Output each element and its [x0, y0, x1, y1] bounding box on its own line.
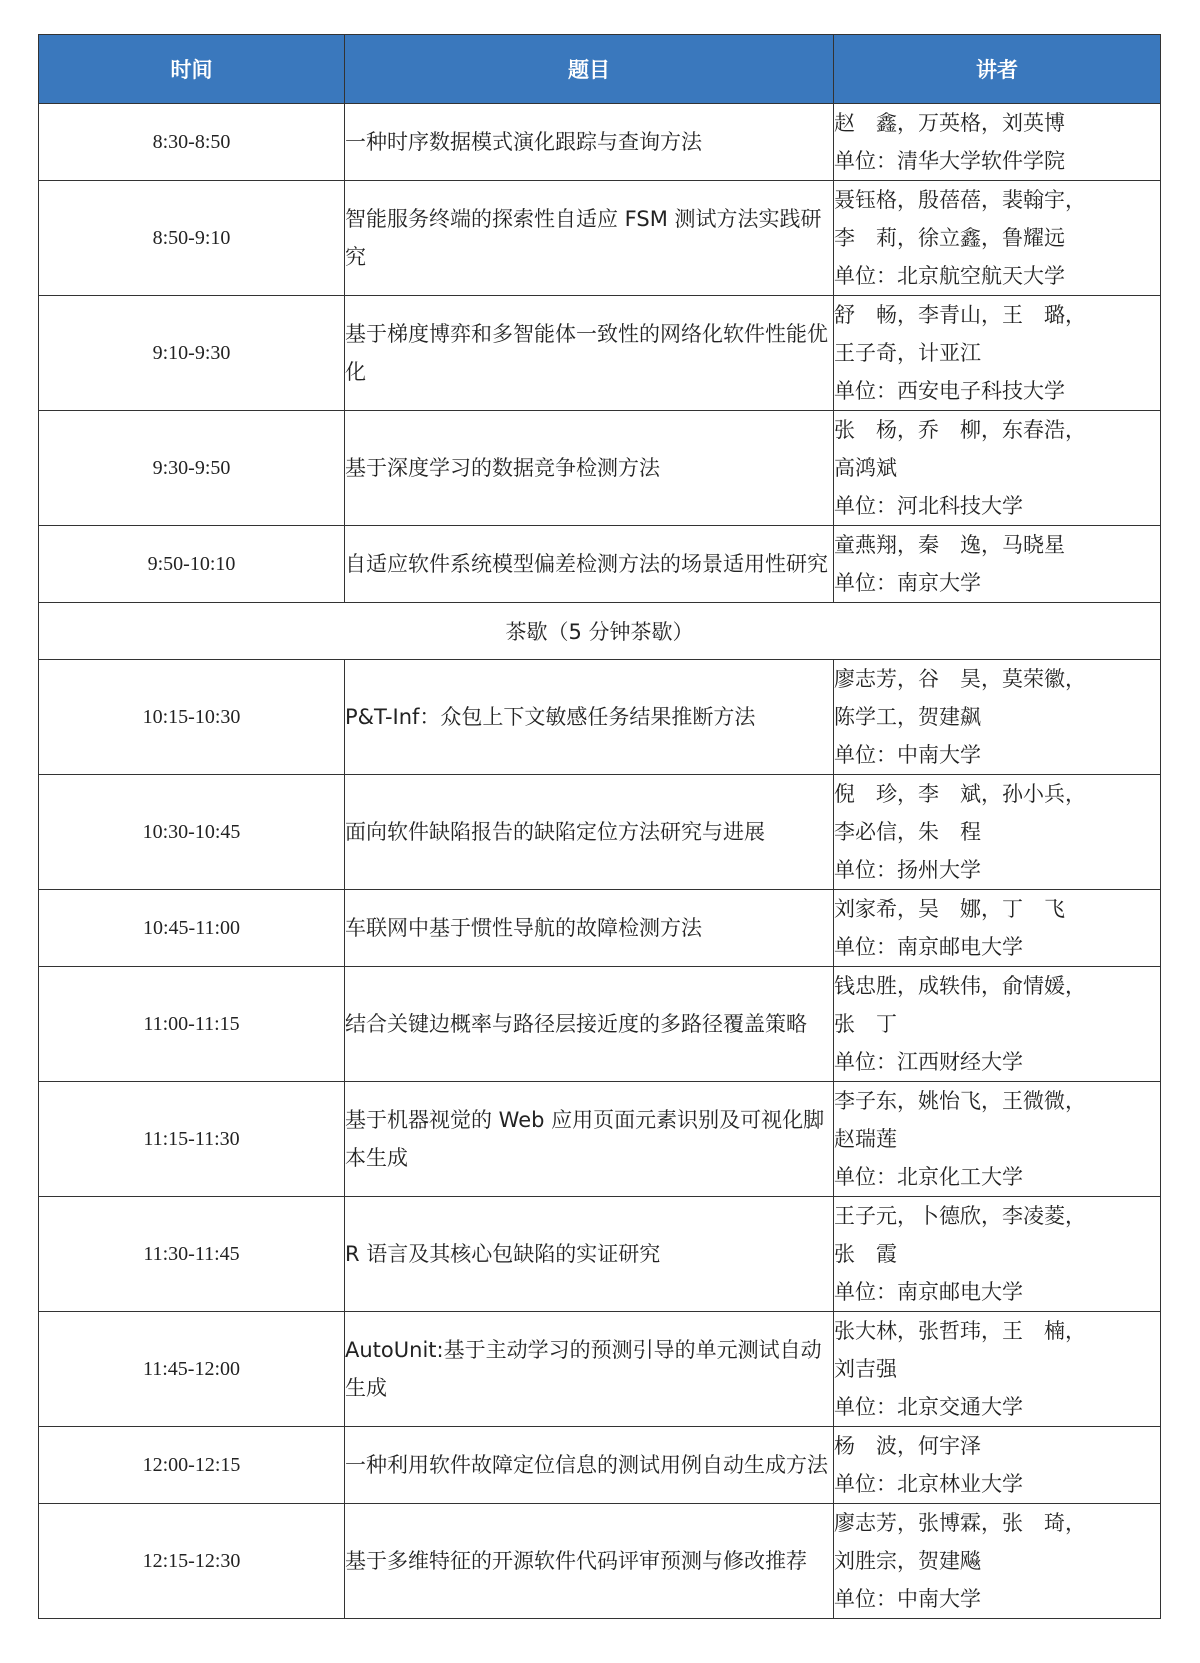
speaker-cell: [834, 296, 1161, 411]
header-time: 时间: [39, 35, 345, 104]
speaker-cell: [834, 967, 1161, 1082]
time-cell: 9:30-9:50: [39, 411, 345, 526]
header-title: 题目: [345, 35, 834, 104]
speaker-cell: [834, 1504, 1161, 1619]
time-cell: 9:10-9:30: [39, 296, 345, 411]
table-row: [39, 1197, 1161, 1312]
title-cell: 智能服务终端的探索性自适应 FSM 测试方法实践研究: [345, 181, 834, 296]
break-label: 茶歇（5 分钟茶歇）: [39, 603, 1161, 660]
title-cell: P&T-Inf：众包上下文敏感任务结果推断方法: [345, 660, 834, 775]
time-cell: 10:30-10:45: [39, 775, 345, 890]
speaker-affiliation: 单位：西安电子科技大学: [834, 379, 1065, 403]
speaker-names: 舒 畅，李青山，王 璐，: [834, 303, 1086, 327]
speaker-cell: [834, 1197, 1161, 1312]
title-cell: 基于机器视觉的 Web 应用页面元素识别及可视化脚本生成: [345, 1082, 834, 1197]
speaker-names: 张 丁: [834, 1012, 897, 1036]
speaker-names: 张 杨，乔 柳，东春浩，: [834, 418, 1086, 442]
table-row: [39, 660, 1161, 775]
title-cell: 基于深度学习的数据竞争检测方法: [345, 411, 834, 526]
speaker-names: 刘吉强: [834, 1357, 897, 1381]
speaker-cell: [834, 104, 1161, 181]
speaker-affiliation: 单位：中南大学: [834, 743, 981, 767]
speaker-names: 李 莉，徐立鑫，鲁耀远: [834, 226, 1065, 250]
speaker-affiliation: 单位：江西财经大学: [834, 1050, 1023, 1074]
table-row: [39, 296, 1161, 411]
break-row: [39, 603, 1161, 660]
title-cell: 基于梯度博弈和多智能体一致性的网络化软件性能优化: [345, 296, 834, 411]
time-cell: 11:30-11:45: [39, 1197, 345, 1312]
time-cell: 11:45-12:00: [39, 1312, 345, 1427]
speaker-cell: [834, 181, 1161, 296]
speaker-names: 倪 珍，李 斌，孙小兵，: [834, 782, 1086, 806]
speaker-affiliation: 单位：南京大学: [834, 571, 981, 595]
title-cell: 车联网中基于惯性导航的故障检测方法: [345, 890, 834, 967]
time-cell: 12:15-12:30: [39, 1504, 345, 1619]
title-cell: 面向软件缺陷报告的缺陷定位方法研究与进展: [345, 775, 834, 890]
time-cell: 11:00-11:15: [39, 967, 345, 1082]
table-row: [39, 526, 1161, 603]
speaker-affiliation: 单位：南京邮电大学: [834, 935, 1023, 959]
time-cell: 12:00-12:15: [39, 1427, 345, 1504]
speaker-affiliation: 单位：清华大学软件学院: [834, 149, 1065, 173]
speaker-names: 刘家希，吴 娜，丁 飞: [834, 897, 1065, 921]
speaker-names: 张大林，张哲玮，王 楠，: [834, 1319, 1086, 1343]
speaker-names: 童燕翔，秦 逸，马晓星: [834, 533, 1065, 557]
speaker-affiliation: 单位：北京化工大学: [834, 1165, 1023, 1189]
speaker-affiliation: 单位：南京邮电大学: [834, 1280, 1023, 1304]
speaker-names: 廖志芳，张博霖，张 琦，: [834, 1511, 1086, 1535]
speaker-names: 廖志芳，谷 昊，莫荣徽，: [834, 667, 1086, 691]
table-row: [39, 1082, 1161, 1197]
title-cell: 基于多维特征的开源软件代码评审预测与修改推荐: [345, 1504, 834, 1619]
speaker-cell: [834, 660, 1161, 775]
table-row: [39, 411, 1161, 526]
speaker-names: 王子元，卜德欣，李凌菱，: [834, 1204, 1086, 1228]
speaker-cell: [834, 775, 1161, 890]
time-cell: 10:15-10:30: [39, 660, 345, 775]
table-row: [39, 967, 1161, 1082]
header-speaker: 讲者: [834, 35, 1161, 104]
speaker-names: 张 霞: [834, 1242, 897, 1266]
speaker-names: 王子奇，计亚江: [834, 341, 981, 365]
speaker-affiliation: 单位：北京航空航天大学: [834, 264, 1065, 288]
speaker-names: 高鸿斌: [834, 456, 897, 480]
speaker-affiliation: 单位：河北科技大学: [834, 494, 1023, 518]
speaker-names: 聂钰格，殷蓓蓓，裴翰宇，: [834, 188, 1086, 212]
title-cell: 一种利用软件故障定位信息的测试用例自动生成方法: [345, 1427, 834, 1504]
table-row: [39, 1504, 1161, 1619]
speaker-cell: [834, 526, 1161, 603]
speaker-names: 李子东，姚怡飞，王微微，: [834, 1089, 1086, 1113]
time-cell: 11:15-11:30: [39, 1082, 345, 1197]
title-cell: AutoUnit:基于主动学习的预测引导的单元测试自动生成: [345, 1312, 834, 1427]
speaker-affiliation: 单位：北京林业大学: [834, 1472, 1023, 1496]
header-row: [39, 35, 1161, 104]
speaker-names: 杨 波，何宇泽: [834, 1434, 981, 1458]
table-row: [39, 775, 1161, 890]
speaker-cell: [834, 890, 1161, 967]
time-cell: 8:50-9:10: [39, 181, 345, 296]
title-cell: R 语言及其核心包缺陷的实证研究: [345, 1197, 834, 1312]
title-cell: 一种时序数据模式演化跟踪与查询方法: [345, 104, 834, 181]
title-cell: 结合关键边概率与路径层接近度的多路径覆盖策略: [345, 967, 834, 1082]
table-row: [39, 104, 1161, 181]
time-cell: 10:45-11:00: [39, 890, 345, 967]
speaker-names: 陈学工，贺建飙: [834, 705, 981, 729]
speaker-cell: [834, 411, 1161, 526]
time-cell: 8:30-8:50: [39, 104, 345, 181]
table-row: [39, 181, 1161, 296]
speaker-cell: [834, 1312, 1161, 1427]
speaker-names: 赵 鑫，万英格，刘英博: [834, 111, 1065, 135]
speaker-affiliation: 单位：中南大学: [834, 1587, 981, 1611]
speaker-names: 刘胜宗，贺建飚: [834, 1549, 981, 1573]
speaker-cell: [834, 1082, 1161, 1197]
title-cell: 自适应软件系统模型偏差检测方法的场景适用性研究: [345, 526, 834, 603]
table-row: [39, 890, 1161, 967]
table-row: [39, 1312, 1161, 1427]
speaker-names: 赵瑞莲: [834, 1127, 897, 1151]
speaker-names: 李必信，朱 程: [834, 820, 981, 844]
speaker-affiliation: 单位：北京交通大学: [834, 1395, 1023, 1419]
table-row: [39, 1427, 1161, 1504]
schedule-body: [39, 104, 1161, 1619]
schedule-table: [38, 34, 1161, 1619]
speaker-names: 钱忠胜，成轶伟，俞情媛，: [834, 974, 1086, 998]
speaker-cell: [834, 1427, 1161, 1504]
time-cell: 9:50-10:10: [39, 526, 345, 603]
speaker-affiliation: 单位：扬州大学: [834, 858, 981, 882]
